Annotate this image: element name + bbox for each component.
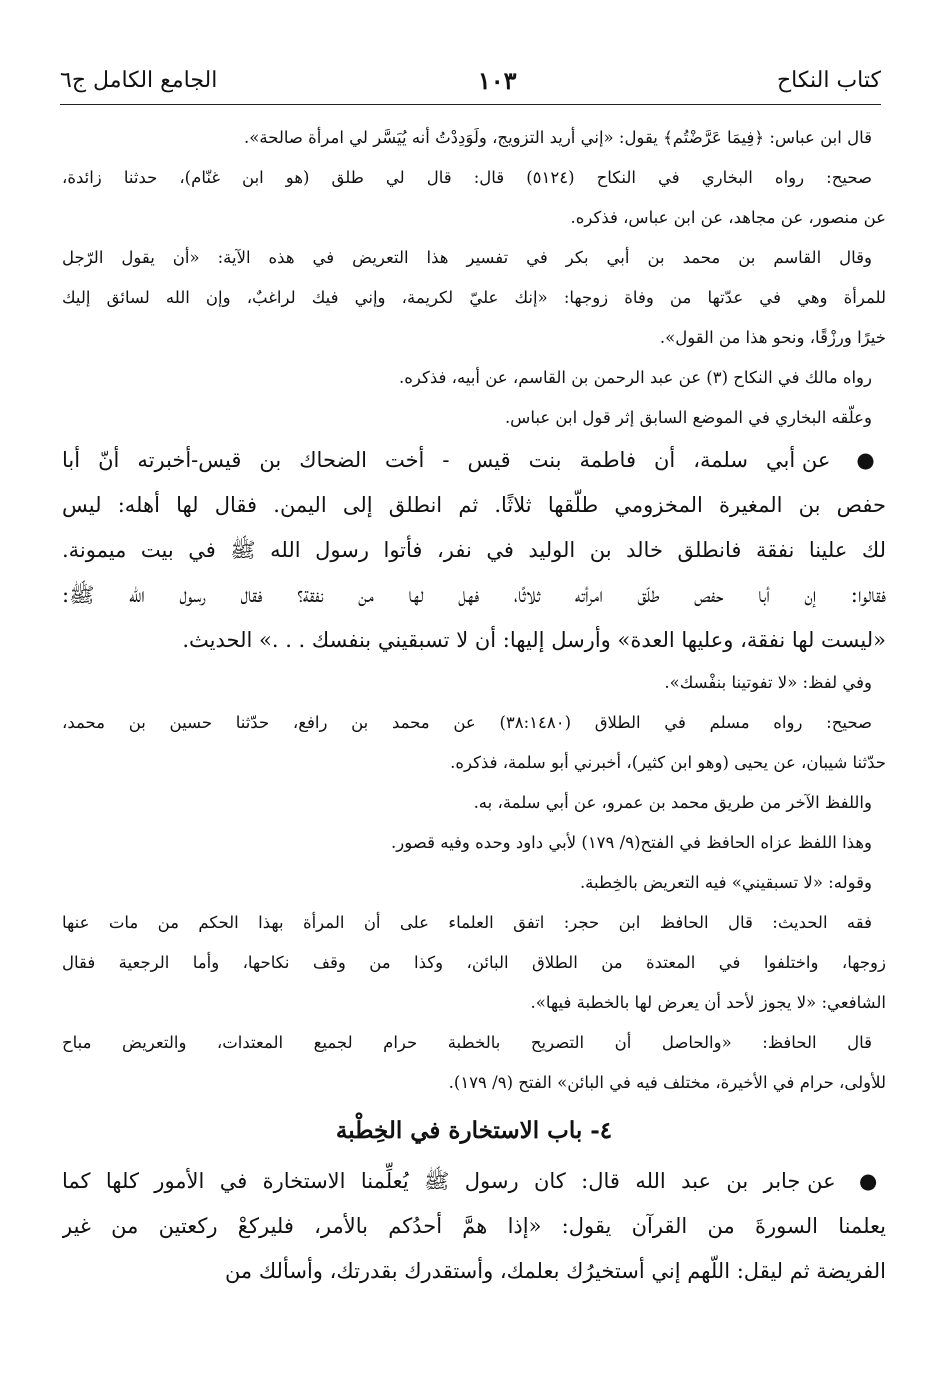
- text-line: [62, 483, 886, 528]
- text-line-content: وفي لفظ: «لا تفوتينا بنفْسك».: [664, 673, 872, 692]
- text-line-content: وقوله: «لا تسبقيني» فيه التعريض بالخِطبة.: [579, 873, 872, 892]
- text-line: [62, 118, 886, 158]
- paragraph: [62, 783, 886, 823]
- text-line-content: وعلّقه البخاري في الموضع السابق إثر قول ابن عباس.: [504, 408, 872, 427]
- text-line: [62, 158, 886, 198]
- text-line-content: زوجها، واختلفوا في المعتدة من الطلاق البائن، وكذا من وقف نكاحها، وأما الرجعية فقال: [62, 953, 886, 972]
- text-line: [62, 278, 886, 318]
- text-blocks: [62, 118, 886, 1103]
- text-line-content: «ليست لها نفقة، وعليها العدة» وأرسل إليها: أن لا تسبقيني بنفسك . . .» الحديث.: [182, 628, 886, 652]
- header-rule: [60, 104, 881, 105]
- paragraph: [62, 438, 886, 663]
- bullet-icon: ●: [838, 448, 886, 472]
- text-line-content: الفريضة ثم ليقل: اللّهم إني أستخيرُك بعلمك، وأستقدرك بقدرتك، وأسألك من: [224, 1259, 886, 1283]
- text-line-content: حفص بن المغيرة المخزومي طلّقها ثلاثًا. ثم انطلق إلى اليمن. فقال لها أهله: ليس: [62, 493, 886, 517]
- page-body: [62, 118, 886, 1294]
- paragraph: [62, 823, 886, 863]
- bullet-icon: ●: [843, 1169, 886, 1193]
- text-line-content: وقال القاسم بن محمد بن أبي بكر في تفسير هذا التعريض في هذه الآية: «أن يقول الرّجل: [62, 248, 872, 267]
- text-line-content: للمرأة وهي في عدّتها من وفاة زوجها: «إنك عليّ لكريمة، وإني فيك لراغبٌ، وإن الله لسائق إليك: [62, 288, 886, 307]
- header-volume-title: الجامع الكامل ج٦: [60, 67, 218, 93]
- header-book-title: كتاب النكاح: [776, 67, 881, 93]
- text-line: [62, 943, 886, 983]
- text-line-content: رواه مالك في النكاح (٣) عن عبد الرحمن بن القاسم، عن أبيه، فذكره.: [399, 368, 872, 387]
- paragraph: [62, 863, 886, 903]
- text-line-content: فقه الحديث: قال الحافظ ابن حجر: اتفق العلماء على أن المرأة بهذا الحكم من مات عنها: [62, 913, 872, 932]
- text-line-content: قال الحافظ: «والحاصل أن التصريح بالخطبة حرام لجميع المعتدات، والتعريض مباح: [62, 1033, 872, 1052]
- page-header: [60, 58, 881, 102]
- text-line-content: عن جابر بن عبد الله قال: كان رسول ﷺ يُعلِّمنا الاستخارة في الأمور كلها كما: [62, 1169, 836, 1193]
- paragraph: [62, 1023, 886, 1103]
- text-line: [62, 318, 886, 358]
- text-line: [62, 528, 886, 573]
- text-line: [62, 198, 886, 238]
- text-line-content: قال ابن عباس: ﴿فِيمَا عَرَّضْتُم﴾ يقول: «إني أريد التزويج، ولَوَدِدْتُ أنه يُيَسَّر لي امرأة صالحة».: [244, 128, 872, 147]
- paragraph: [62, 358, 886, 398]
- text-line-content: عن أبي سلمة، أن فاطمة بنت قيس - أخت الضحاك بن قيس-أخبرته أنّ أبا: [62, 448, 831, 472]
- paragraph: [62, 238, 886, 358]
- text-line-content: خيرًا ورزْقًا، ونحو هذا من القول».: [659, 328, 886, 347]
- text-line: [62, 618, 886, 663]
- paragraph: [62, 703, 886, 783]
- text-line: [62, 1249, 886, 1294]
- text-line: [62, 823, 886, 863]
- text-line-content: حدّثنا شيبان، عن يحيى (وهو ابن كثير)، أخبرني أبو سلمة، فذكره.: [450, 753, 886, 772]
- text-line: [62, 703, 886, 743]
- text-line: [62, 1063, 886, 1103]
- text-line: [62, 398, 886, 438]
- text-line: [62, 663, 886, 703]
- paragraph: [62, 398, 886, 438]
- text-line: [62, 573, 886, 618]
- text-line: [62, 983, 886, 1023]
- text-line: [62, 238, 886, 278]
- text-line-content: يعلمنا السورةَ من القرآن يقول: «إذا همَّ أحدُكم بالأمر، فليركعْ ركعتين من غير: [62, 1214, 886, 1238]
- text-line-content: لك علينا نفقة فانطلق خالد بن الوليد في نفر، فأتوا رسول الله ﷺ في بيت ميمونة.: [62, 538, 886, 562]
- text-line-content: صحيح: رواه مسلم في الطلاق (٣٨:١٤٨٠) عن محمد بن رافع، حدّثنا حسين بن محمد،: [62, 713, 872, 732]
- text-line: [62, 863, 886, 903]
- section-heading: ٤- باب الاستخارة في الخِطْبة: [335, 1117, 613, 1144]
- text-line: [62, 358, 886, 398]
- paragraph: [62, 158, 886, 238]
- text-line: [62, 783, 886, 823]
- text-line-content: وهذا اللفظ عزاه الحافظ في الفتح(٩/ ١٧٩) لأبي داود وحده وفيه قصور.: [391, 833, 872, 852]
- text-line: [62, 1204, 886, 1249]
- text-line: [62, 903, 886, 943]
- text-line-content: للأولى، حرام في الأخيرة، مختلف فيه في البائن» الفتح (٩/ ١٧٩).: [448, 1073, 886, 1092]
- text-line-content: فقالوا: إن أبا حفص طلّق امرأته ثلاثًا، فهل لها من نفقة؟ فقال رسول الله ﷺ:: [62, 583, 886, 607]
- paragraph: [62, 118, 886, 158]
- page-number: ١٠٣: [477, 65, 517, 95]
- text-line-content: صحيح: رواه البخاري في النكاح (٥١٢٤) قال: قال لي طلق (هو ابن غنّام)، حدثنا زائدة،: [62, 168, 872, 187]
- text-line: [62, 743, 886, 783]
- final-hadith-block: [62, 1159, 886, 1294]
- text-line: [62, 1159, 886, 1204]
- text-line: [62, 438, 886, 483]
- paragraph: [62, 663, 886, 703]
- text-line-content: واللفظ الآخر من طريق محمد بن عمرو، عن أبي سلمة، به.: [473, 793, 872, 812]
- paragraph: [62, 903, 886, 1023]
- text-line-content: الشافعي: «لا يجوز لأحد أن يعرض لها بالخطبة فيها».: [530, 993, 886, 1012]
- paragraph: [62, 1159, 886, 1294]
- text-line: [62, 1023, 886, 1063]
- text-line-content: عن منصور، عن مجاهد، عن ابن عباس، فذكره.: [570, 208, 886, 227]
